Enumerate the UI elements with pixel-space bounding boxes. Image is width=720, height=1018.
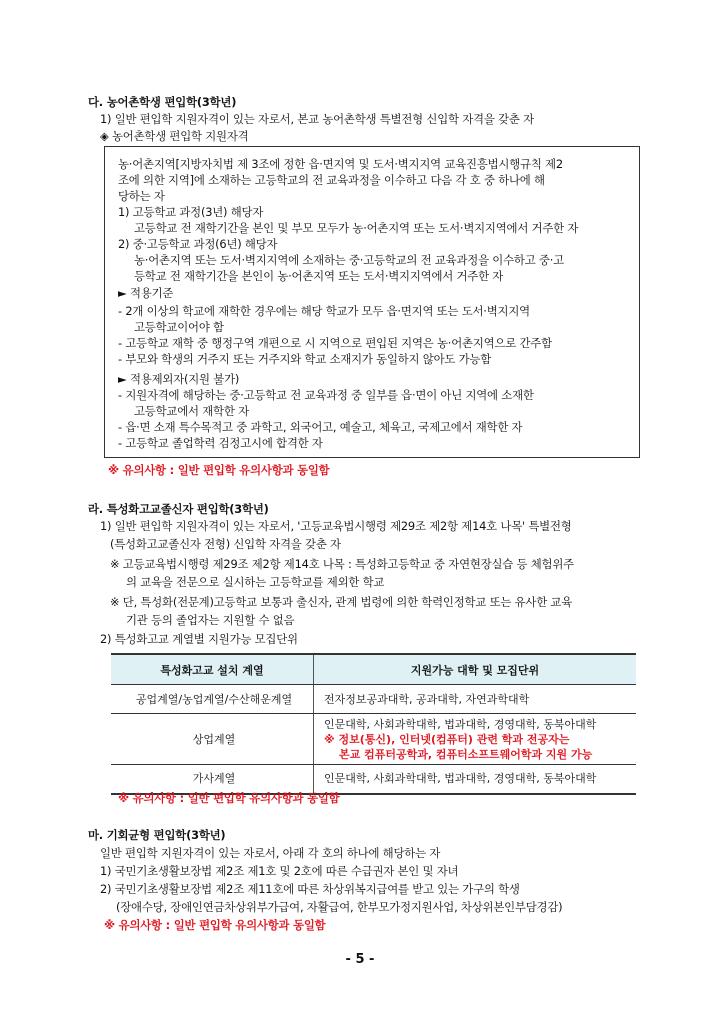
box-line: 1) 고등학교 과정(3년) 해당자 xyxy=(118,205,264,219)
specialized-school-table xyxy=(111,653,636,795)
section-ra-note1a: ※ 고등교육법시행령 제29조 제2항 제14호 나목 : 특성화고등학교 중 자연현장실습 등 체험위주 xyxy=(110,557,574,571)
table-header-col2: 지원가능 대학 및 모집단위 xyxy=(314,654,637,685)
table-cell: 가사계열 xyxy=(111,765,314,794)
box-line: ► 적용제외자(지원 불가) xyxy=(118,372,240,386)
table-cell-note: ※ 정보(통신), 인터넷(컴퓨터) 관련 학과 전공자는 xyxy=(324,732,570,746)
table-cell-note: 본교 컴퓨터공학과, 컴퓨터소프트웨어학과 지원 가능 xyxy=(339,747,593,761)
section-ra-heading: 라. 특성화고교졸신자 편입학(3학년) xyxy=(88,502,269,516)
box-line: - 고등학교 재학 중 행정구역 개편으로 시 지역으로 편입된 지역은 농·어촌지역으로 간주함 xyxy=(118,336,552,350)
section-ra-line1b: (특성화고교졸신자 전형) 신입학 자격을 갖춘 자 xyxy=(110,537,341,551)
box-line: - 지원자격에 해당하는 중·고등학교 전 교육과정 중 일부를 읍·면이 아닌 지역에 소재한 xyxy=(118,388,534,402)
section-da-subheading: ◈ 농어촌학생 편입학 지원자격 xyxy=(100,129,249,143)
table-cell: 공업계열/농업계열/수산해운계열 xyxy=(111,685,314,714)
section-da-note: ※ 유의사항 : 일반 편입학 유의사항과 동일함 xyxy=(108,463,330,477)
section-ra-note2b: 기관 등의 졸업자는 지원할 수 없음 xyxy=(126,613,295,627)
table-cell: 인문대학, 사회과학대학, 법과대학, 경영대학, 동북아대학 xyxy=(314,765,637,794)
box-line: 농·어촌지역 또는 도서·벽지지역에 소재하는 중·고등학교의 전 교육과정을 이수하고 중·고 xyxy=(134,253,564,267)
table-cell: 상업계열 xyxy=(111,714,314,765)
box-line: 고등학교에서 재학한 자 xyxy=(134,404,249,418)
box-line: 고등학교 전 재학기간을 본인 및 부모 모두가 농·어촌지역 또는 도서·벽지지역에서 거주한 자 xyxy=(134,221,579,235)
page-number: - 5 - xyxy=(345,952,375,967)
section-ra-line1a: 1) 일반 편입학 지원자격이 있는 자로서, '고등교육법시행령 제29조 제2항 제14호 나목' 특별전형 xyxy=(100,519,572,533)
section-ra-line2: 2) 특성화고교 계열별 지원가능 모집단위 xyxy=(100,632,298,646)
box-line: - 부모와 학생의 거주지 또는 거주지와 학교 소재지가 동일하지 않아도 가능함 xyxy=(118,352,492,366)
section-ma-heading: 마. 기회균형 편입학(3학년) xyxy=(88,828,226,842)
section-da-line1: 1) 일반 편입학 지원자격이 있는 자로서, 본교 농어촌학생 특별전형 신입학 자격을 갖춘 자 xyxy=(100,112,534,126)
box-line: - 고등학교 졸업학력 검정고시에 합격한 자 xyxy=(118,436,323,450)
table-header-row xyxy=(111,654,636,685)
box-line: - 읍·면 소재 특수목적고 중 과학고, 외국어고, 예술고, 체육고, 국제고에서 재학한 자 xyxy=(118,420,523,434)
section-ra-note1b: 의 교육을 전문으로 실시하는 고등학교를 제외한 학교 xyxy=(126,575,385,589)
section-ra-note: ※ 유의사항 : 일반 편입학 유의사항과 동일함 xyxy=(118,791,340,805)
box-line: 농·어촌지역[지방자치법 제 3조에 정한 읍·면지역 및 도서·벽지지역 교육진흥법시행규칙 제2 xyxy=(118,157,563,171)
table-header-col1: 특성화고교 설치 계열 xyxy=(111,654,314,685)
box-line: 2) 중·고등학교 과정(6년) 해당자 xyxy=(118,237,278,251)
table-cell: 전자정보공과대학, 공과대학, 자연과학대학 xyxy=(314,685,637,714)
section-ma-line1: 1) 국민기초생활보장법 제2조 제1호 및 2호에 따른 수급권자 본인 및 자녀 xyxy=(100,864,459,878)
section-ma-note: ※ 유의사항 : 일반 편입학 유의사항과 동일함 xyxy=(104,918,326,932)
box-line: 등학교 전 재학기간을 본인이 농·어촌지역 또는 도서·벽지지역에서 거주한 자 xyxy=(134,269,504,283)
section-ma-line0: 일반 편입학 지원자격이 있는 자로서, 아래 각 호의 하나에 해당하는 자 xyxy=(100,846,441,860)
box-line: - 2개 이상의 학교에 재학한 경우에는 해당 학교가 모두 읍·면지역 또는 도서·벽지지역 xyxy=(118,304,530,318)
section-ma-line2a: 2) 국민기초생활보장법 제2조 제11호에 따른 차상위복지급여를 받고 있는 가구의 학생 xyxy=(100,882,520,896)
table-row xyxy=(111,685,636,714)
box-line: ► 적용기준 xyxy=(118,286,174,300)
table-cell-line: 인문대학, 사회과학대학, 법과대학, 경영대학, 동북아대학 xyxy=(324,717,597,731)
box-line: 당하는 자 xyxy=(118,189,165,203)
box-line: 조에 의한 지역]에 소재하는 고등학교의 전 교육과정을 이수하고 다음 각 호 중 하나에 해 xyxy=(118,173,545,187)
table-row xyxy=(111,714,636,765)
section-da-heading: 다. 농어촌학생 편입학(3학년) xyxy=(88,95,237,109)
box-line: 고등학교이어야 함 xyxy=(134,320,224,334)
section-ra-note2a: ※ 단, 특성화(전문계)고등학교 보통과 출신자, 관계 법령에 의한 학력인정학교 또는 유사한 교육 xyxy=(110,595,573,609)
section-ma-line2b: (장애수당, 장애인연금차상위부가급여, 자활급여, 한부모가정지원사업, 차상위본인부담경감) xyxy=(116,900,563,914)
table-cell-multiline xyxy=(314,714,637,765)
